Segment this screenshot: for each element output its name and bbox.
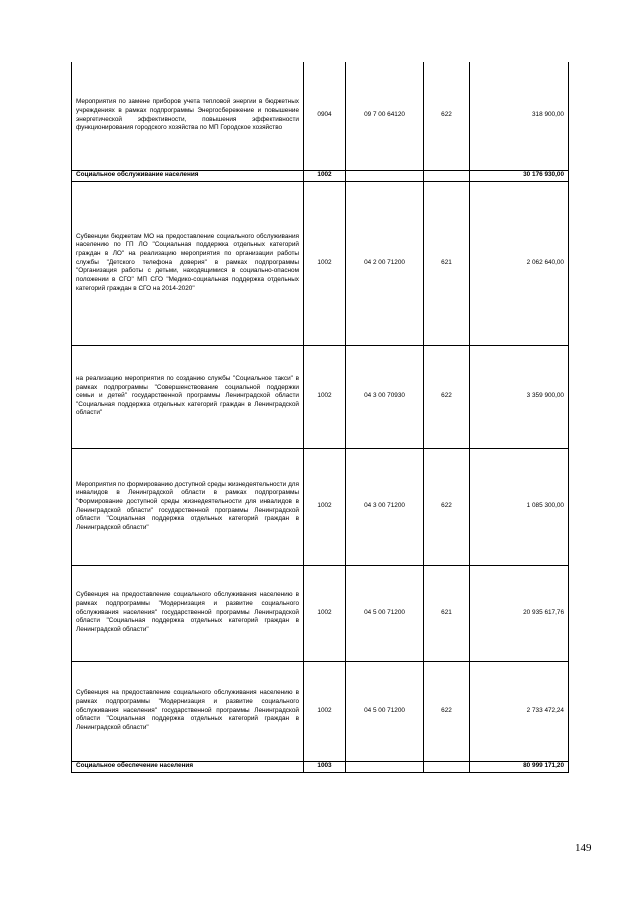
- row-amount: 2 062 640,00: [470, 181, 569, 345]
- row-expense-type: 622: [424, 62, 470, 170]
- row-expense-type: [424, 170, 470, 181]
- row-target-code: 04 3 00 70930: [346, 345, 424, 448]
- table-row: [72, 448, 569, 565]
- row-amount: 318 900,00: [470, 62, 569, 170]
- row-target-code: 09 7 00 64120: [346, 62, 424, 170]
- row-expense-type: 622: [424, 661, 470, 761]
- row-amount: 20 935 617,76: [470, 565, 569, 661]
- table-row: [72, 661, 569, 761]
- row-section-code: 1002: [304, 170, 346, 181]
- row-section-code: 1002: [304, 448, 346, 565]
- row-expense-type: 622: [424, 448, 470, 565]
- row-target-code: 04 2 00 71200: [346, 181, 424, 345]
- row-description: Субвенция на предоставление социального обслуживания населению в рамках подпрограммы "Модернизация и развитие социального обслуживания населения" государственной программы Ленинградской области "Социальная поддержка отдельных категорий граждан в Ленинградской области": [72, 565, 304, 661]
- row-section-code: 1002: [304, 345, 346, 448]
- table-row: [72, 565, 569, 661]
- row-expense-type: 621: [424, 565, 470, 661]
- table-row: [72, 181, 569, 345]
- row-amount: 1 085 300,00: [470, 448, 569, 565]
- row-section-code: 0904: [304, 62, 346, 170]
- row-amount: 3 359 900,00: [470, 345, 569, 448]
- row-target-code: 04 5 00 71200: [346, 661, 424, 761]
- row-amount: 80 999 171,20: [470, 761, 569, 772]
- row-description: на реализацию мероприятия по созданию службы "Социальное такси" в рамках подпрограммы "Совершенствование социальной поддержки семьи и детей" государственной программы Ленинградской области "Социальная поддержка отдельных категорий граждан в Ленинградской области": [72, 345, 304, 448]
- row-expense-type: 622: [424, 345, 470, 448]
- subtotal-row: [72, 761, 569, 772]
- row-section-code: 1002: [304, 565, 346, 661]
- row-description: Мероприятия по замене приборов учета тепловой энергии в бюджетных учреждениях в рамках подпрограммы Энергосбережение и повышение энергетической эффективности, повышения эффективности функционирования городского хозяйства по МП Городское хозяйство: [72, 62, 304, 170]
- table-row: [72, 62, 569, 170]
- row-description: Субвенции бюджетам МО на предоставление социального обслуживания населению по ГП ЛО "Социальная поддержка отдельных категорий граждан в ЛО" на реализацию мероприятия по организации работы службы "Детского телефона доверия" в рамках подпрограммы "Организация работы с детьми, находящимися в социально-опасном положении в СГО" МП СГО "Медико-социальная поддержка отдельных категорий граждан в СГО на 2014-2020": [72, 181, 304, 345]
- row-section-code: 1003: [304, 761, 346, 772]
- row-section-code: 1002: [304, 661, 346, 761]
- row-description: Социальное обеспечение населения: [72, 761, 304, 772]
- row-amount: 2 733 472,24: [470, 661, 569, 761]
- row-expense-type: 621: [424, 181, 470, 345]
- table-row: [72, 345, 569, 448]
- row-description: Социальное обслуживание населения: [72, 170, 304, 181]
- page-number: 149: [575, 842, 592, 854]
- subtotal-row: [72, 170, 569, 181]
- row-target-code: 04 5 00 71200: [346, 565, 424, 661]
- row-amount: 30 176 930,00: [470, 170, 569, 181]
- row-target-code: 04 3 00 71200: [346, 448, 424, 565]
- row-description: Мероприятия по формированию доступной среды жизнедеятельности для инвалидов в Ленинградской области в рамках подпрограммы "Формирование доступной среды жизнедеятельности для инвалидов в Ленинградской области" государственной программы Ленинградской области "Социальная поддержка отдельных категорий граждан в Ленинградской области": [72, 448, 304, 565]
- row-description: Субвенция на предоставление социального обслуживания населению в рамках подпрограммы "Модернизация и развитие социального обслуживания населения" государственной программы Ленинградской области "Социальная поддержка отдельных категорий граждан в Ленинградской области": [72, 661, 304, 761]
- budget-table: [71, 62, 569, 773]
- row-expense-type: [424, 761, 470, 772]
- row-target-code: [346, 761, 424, 772]
- row-section-code: 1002: [304, 181, 346, 345]
- row-target-code: [346, 170, 424, 181]
